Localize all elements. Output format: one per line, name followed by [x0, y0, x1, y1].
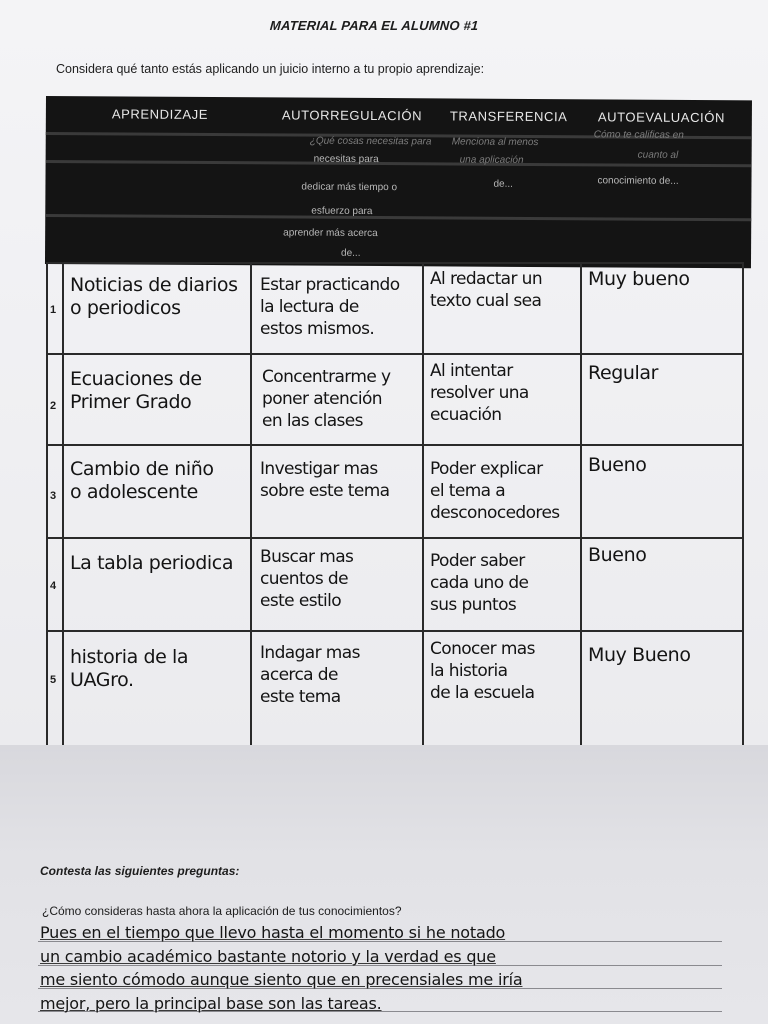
cell-transferencia-5 [430, 638, 535, 704]
handwritten-line: Estar practicando [260, 275, 400, 295]
handwritten-line: Al intentar [430, 361, 513, 381]
header-prompt-text: Menciona al menos [451, 136, 539, 149]
header-stripe [45, 214, 751, 221]
handwritten-line: desconocedores [430, 503, 560, 523]
header-prompt-text: cuanto al [637, 149, 679, 161]
handwritten-line: en las clases [262, 411, 363, 431]
header-prompt-text: de... [341, 247, 361, 259]
column-header-autoevaluacion: AUTOEVALUACIÓN [597, 109, 726, 126]
handwritten-line: la historia [430, 661, 508, 681]
handwritten-line: o periodicos [70, 297, 181, 319]
header-prompt-text: una aplicación [459, 154, 524, 166]
handwritten-line: Ecuaciones de [70, 368, 202, 390]
document-instruction: Considera qué tanto estás aplicando un juicio interno a tu propio aprendizaje: [56, 62, 485, 76]
questions-heading: Contesta las siguientes preguntas: [40, 864, 240, 878]
cell-aprendizaje-5 [70, 646, 188, 692]
row-number: 2 [50, 400, 57, 412]
answer-handwriting-line: me siento cómodo aunque siento que en precensiales me iría [40, 970, 523, 989]
handwritten-line: cuentos de [260, 569, 348, 589]
handwritten-line: Poder explicar [430, 459, 543, 479]
cell-transferencia-3 [430, 458, 560, 524]
cell-aprendizaje-4 [70, 552, 233, 575]
cell-transferencia-2 [430, 360, 529, 426]
column-header-transferencia: TRANSFERENCIA [449, 108, 568, 125]
cell-transferencia-4 [430, 550, 528, 616]
header-prompt-text: conocimiento de... [597, 175, 679, 187]
header-stripe [46, 160, 752, 167]
cell-autorregulacion-5 [260, 642, 360, 708]
cell-aprendizaje-2 [70, 368, 202, 414]
cell-autoevaluacion-5: Muy Bueno [588, 644, 691, 666]
handwritten-line: Poder saber [430, 551, 525, 571]
handwritten-line: Al redactar un [430, 269, 543, 289]
header-prompt-text: ¿Qué cosas necesitas para [309, 135, 432, 148]
document-title: MATERIAL PARA EL ALUMNO #1 [269, 18, 479, 33]
handwritten-line: Noticias de diarios [70, 274, 238, 296]
header-prompt-text: dedicar más tiempo o [301, 181, 398, 194]
table-rule [46, 262, 48, 745]
handwritten-line: historia de la [70, 646, 189, 668]
handwritten-line: ecuación [430, 405, 502, 425]
handwritten-line: la lectura de [260, 297, 359, 317]
cell-autoevaluacion-2: Regular [588, 362, 659, 384]
learning-table [46, 262, 744, 745]
handwritten-line: de la escuela [430, 683, 535, 703]
cell-autorregulacion-1 [260, 274, 400, 340]
table-rule [46, 262, 744, 264]
table-rule [46, 353, 744, 355]
row-number: 3 [50, 490, 57, 502]
cell-autoevaluacion-4: Bueno [588, 544, 647, 566]
handwritten-line: Investigar mas [260, 459, 378, 479]
worksheet-bottom-photo [0, 745, 768, 1024]
header-prompt-text: necesitas para [313, 153, 379, 166]
table-rule [62, 262, 64, 745]
handwritten-line: este tema [260, 687, 341, 707]
answer-handwriting-line: Pues en el tiempo que llevo hasta el momento si he notado [40, 923, 506, 942]
handwritten-line: Indagar mas [260, 643, 360, 663]
question-1: ¿Cómo consideras hasta ahora la aplicación de tus conocimientos? [42, 904, 402, 918]
column-header-autorregulacion: AUTORREGULACIÓN [281, 107, 423, 124]
cell-autoevaluacion-3: Bueno [588, 454, 647, 476]
handwritten-line: acerca de [260, 665, 338, 685]
cell-aprendizaje-1 [70, 274, 238, 320]
column-header-aprendizaje: APRENDIZAJE [111, 106, 209, 122]
cell-transferencia-1 [430, 268, 542, 312]
header-prompt-text: aprender más acerca [283, 227, 378, 240]
cell-autoevaluacion-1: Muy bueno [588, 268, 690, 290]
answer-handwriting-line: un cambio académico bastante notorio y la verdad es que [40, 947, 496, 966]
handwritten-line: sus puntos [430, 595, 517, 615]
handwritten-line: el tema a [430, 481, 506, 501]
handwritten-line: Primer Grado [70, 391, 192, 413]
table-rule [46, 630, 744, 632]
table-rule [580, 262, 582, 745]
table-rule [46, 444, 744, 446]
handwritten-line: UAGro. [70, 669, 134, 691]
handwritten-line: Buscar mas [260, 547, 354, 567]
handwritten-line: este estilo [260, 591, 342, 611]
handwritten-line: La tabla periodica [70, 552, 234, 574]
handwritten-line: poner atención [262, 389, 382, 409]
cell-autorregulacion-3 [260, 458, 389, 502]
row-number: 4 [50, 580, 57, 592]
handwritten-line: Cambio de niño [70, 458, 214, 480]
cell-aprendizaje-3 [70, 458, 214, 504]
row-number: 5 [50, 674, 57, 686]
table-header-band [45, 96, 752, 268]
handwritten-line: cada uno de [430, 573, 529, 593]
handwritten-line: sobre este tema [260, 481, 390, 501]
table-rule [250, 262, 252, 745]
handwritten-line: Conocer mas [430, 639, 535, 659]
handwritten-line: Concentrarme y [262, 367, 391, 387]
cell-autorregulacion-4 [260, 546, 353, 612]
header-prompt-text: Cómo te calificas en [593, 129, 684, 141]
row-number: 1 [50, 304, 57, 316]
handwritten-line: resolver una [430, 383, 529, 403]
table-rule [742, 262, 744, 745]
answer-handwriting-line: mejor, pero la principal base son las tareas. [40, 994, 382, 1013]
header-prompt-text: esfuerzo para [311, 205, 373, 217]
table-rule [422, 262, 424, 745]
handwritten-line: estos mismos. [260, 319, 375, 339]
handwritten-line: o adolescente [70, 481, 198, 503]
handwritten-line: texto cual sea [430, 291, 542, 311]
cell-autorregulacion-2 [262, 366, 390, 432]
header-prompt-text: de... [493, 178, 513, 190]
table-rule [46, 537, 744, 539]
